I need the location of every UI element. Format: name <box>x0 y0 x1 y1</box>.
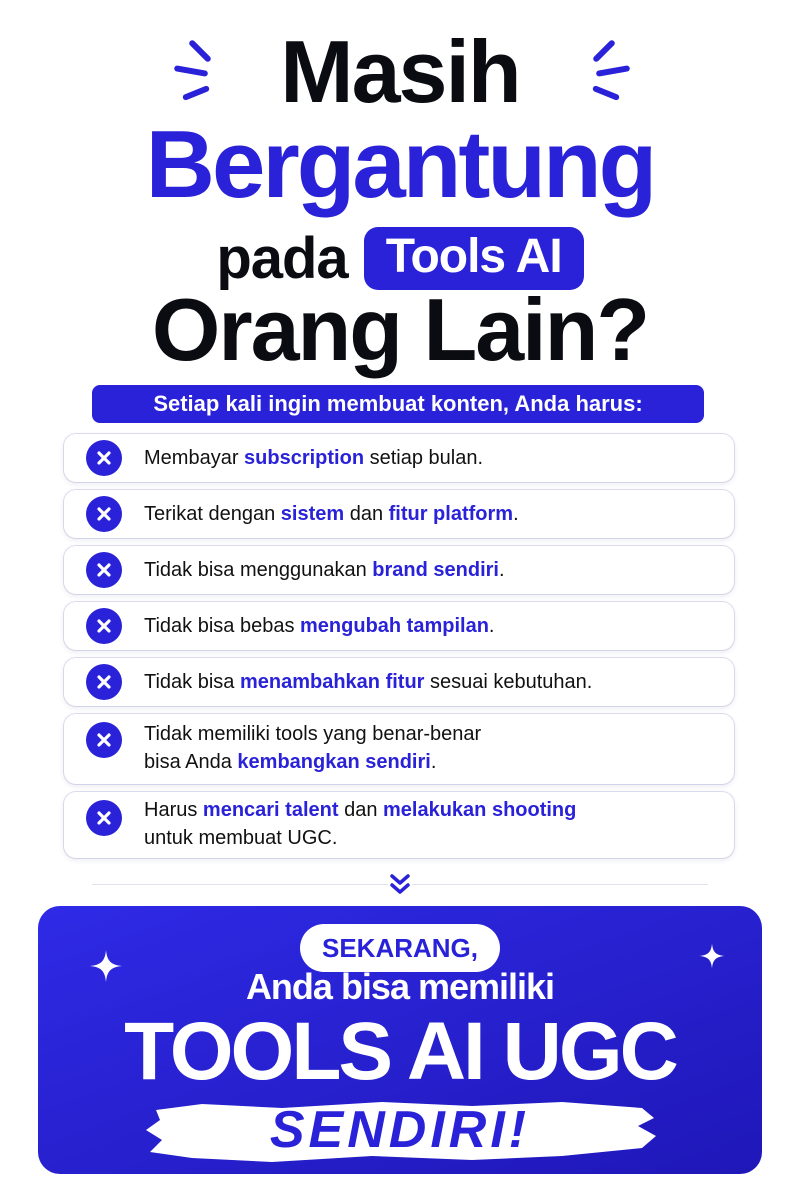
headline-line-2: Bergantung <box>145 111 655 218</box>
x-circle-icon <box>86 496 122 532</box>
list-item-text <box>144 720 714 776</box>
item-text: Tidak bisa <box>144 671 240 693</box>
list-item-text <box>144 612 714 640</box>
x-circle-icon <box>86 552 122 588</box>
item-text: . <box>513 503 519 525</box>
item-text: sesuai kebutuhan. <box>424 671 593 693</box>
item-text: bisa Anda <box>144 751 238 773</box>
item-text: Terikat dengan <box>144 503 281 525</box>
sekarang-pill: SEKARANG, <box>300 924 500 972</box>
x-circle-icon <box>86 722 122 758</box>
cta-sendiri: SENDIRI! <box>269 1101 531 1159</box>
highlight-text: menambahkan fitur <box>239 671 425 693</box>
x-circle-icon <box>86 664 122 700</box>
item-text: untuk membuat UGC. <box>144 827 338 849</box>
highlight-text: melakukan shooting <box>383 799 577 821</box>
item-text: setiap bulan. <box>364 447 484 469</box>
list-item <box>64 792 734 858</box>
highlight-text: mencari talent <box>202 799 339 821</box>
cta-subtitle: Anda bisa memiliki <box>245 966 555 1007</box>
item-text: . <box>430 751 437 773</box>
highlight-text: mengubah tampilan <box>300 615 489 637</box>
list-item <box>64 546 734 594</box>
list-item <box>64 602 734 650</box>
x-circle-icon <box>86 440 122 476</box>
item-text: . <box>499 559 505 581</box>
item-text: Tidak memiliki tools yang benar-benar <box>144 723 482 745</box>
headline <box>0 0 800 380</box>
list-item-text <box>144 556 714 584</box>
item-text: Membayar <box>144 447 245 469</box>
item-text: Tidak bisa bebas <box>144 615 301 637</box>
item-text: dan <box>344 503 389 525</box>
cta-banner <box>38 906 762 1174</box>
headline-line-1: Masih <box>280 22 520 121</box>
item-text: Harus <box>144 799 203 821</box>
double-chevron-down-icon <box>384 868 416 900</box>
cta-big-title: TOOLS AI UGC <box>124 1006 676 1097</box>
item-text: . <box>488 615 495 637</box>
highlight-text: fitur platform <box>388 503 514 525</box>
list-item-text <box>144 668 714 696</box>
item-text: Tidak bisa menggunakan <box>144 559 373 581</box>
list-item <box>64 434 734 482</box>
highlight-text: kembangkan sendiri <box>237 751 431 773</box>
headline-line-4: Orang Lain? <box>151 280 649 379</box>
list-item-text <box>144 444 714 472</box>
list-item <box>64 490 734 538</box>
list-item-text <box>144 796 714 852</box>
tools-ai-pill: Tools AI <box>364 227 584 290</box>
item-text: dan <box>338 799 383 821</box>
highlight-text: sistem <box>280 503 345 525</box>
subheading-bar: Setiap kali ingin membuat konten, Anda harus: <box>92 385 704 423</box>
x-circle-icon <box>86 800 122 836</box>
list-item-text <box>144 500 714 528</box>
list-item <box>64 658 734 706</box>
highlight-text: subscription <box>244 447 365 469</box>
headline-pada: pada <box>216 225 348 291</box>
x-circle-icon <box>86 608 122 644</box>
highlight-text: brand sendiri <box>372 559 499 581</box>
list-item <box>64 714 734 784</box>
